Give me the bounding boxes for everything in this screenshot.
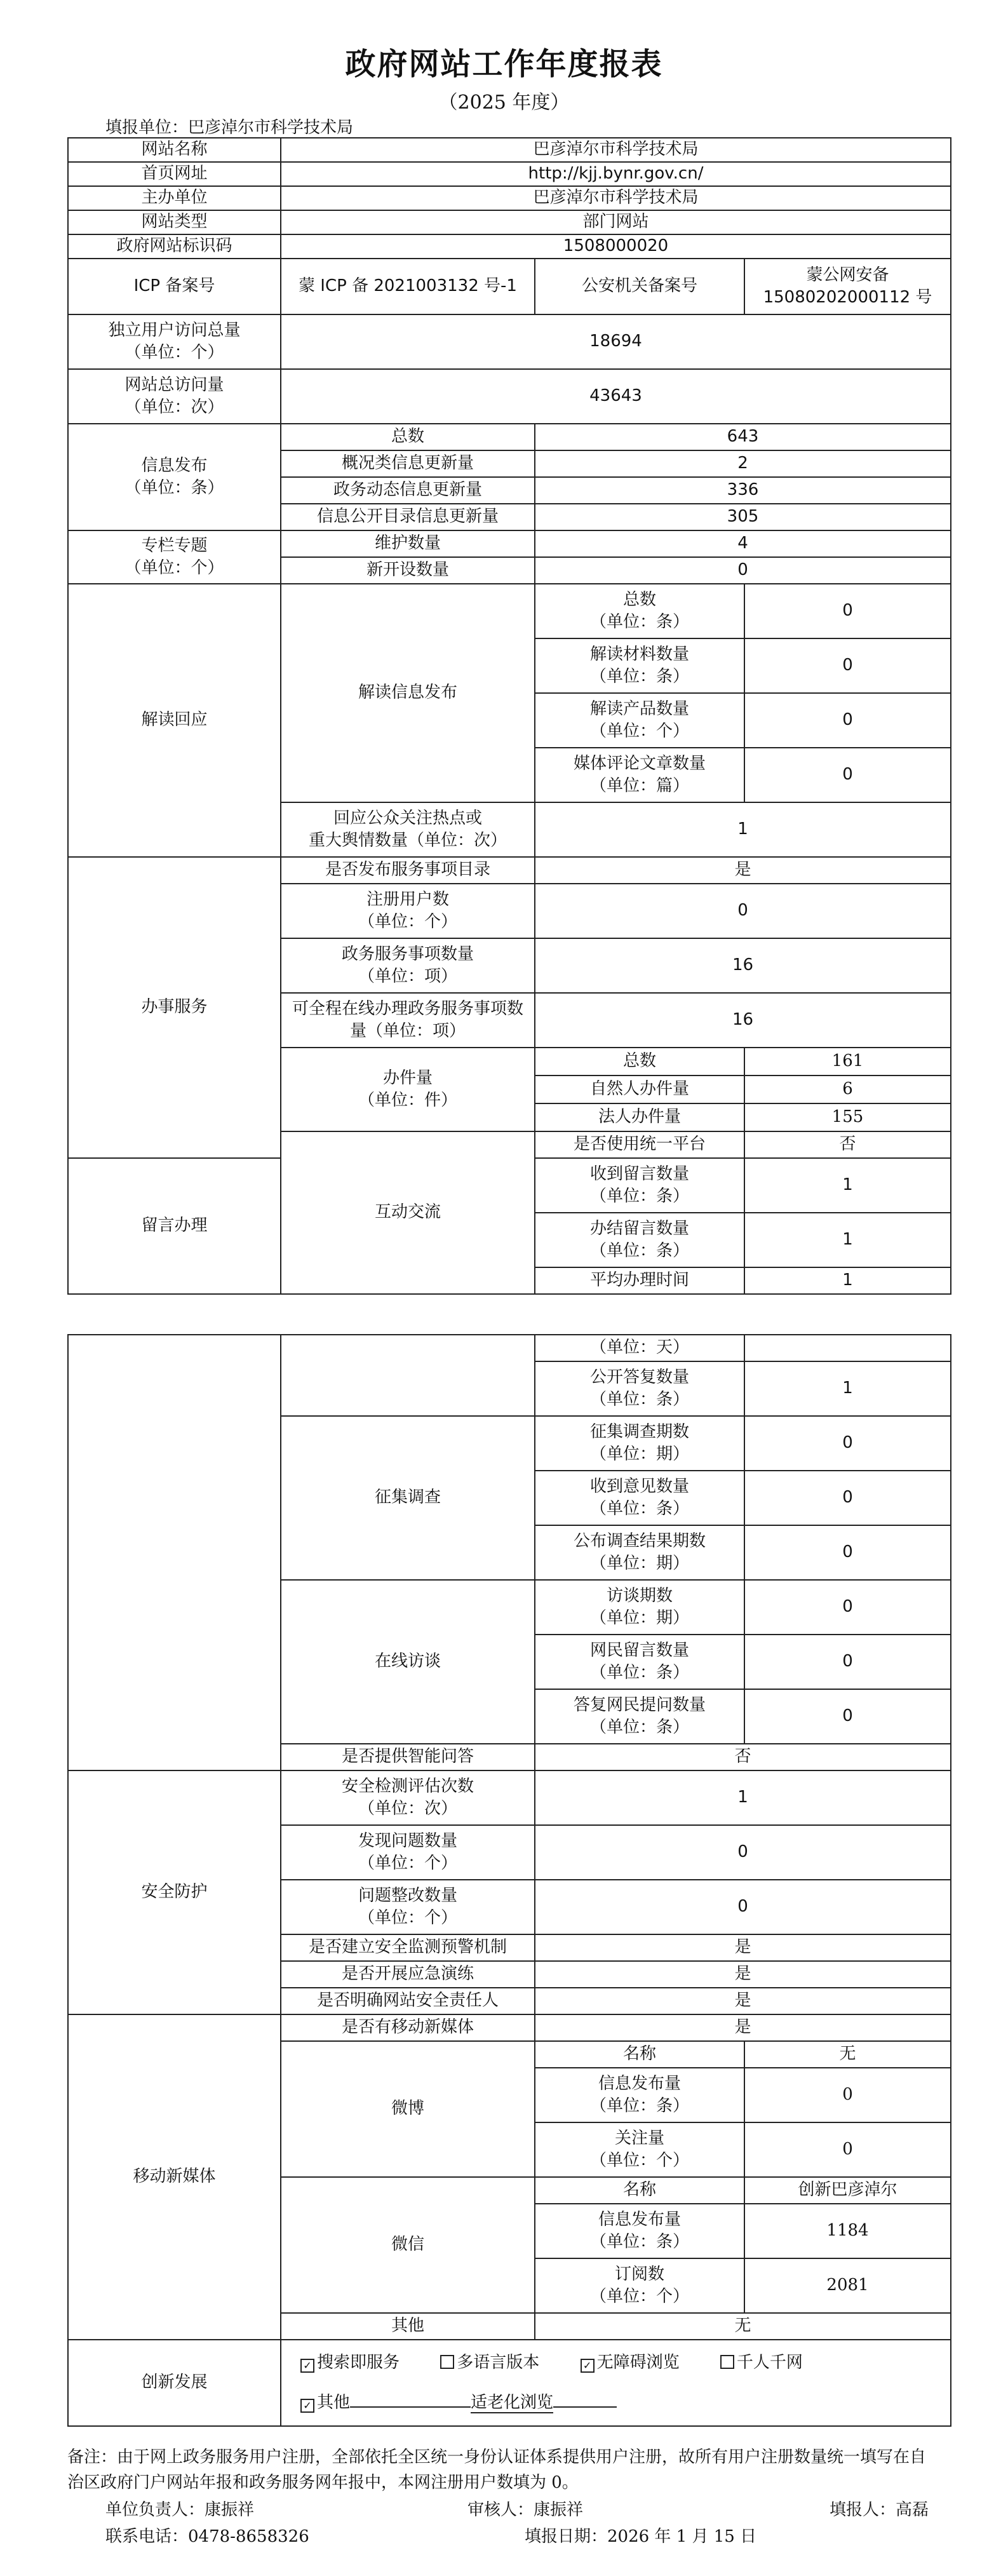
homepage-url: http://kjj.bynr.gov.cn/	[281, 162, 951, 186]
interpret-respond-label: 回应公众关注热点或 重大舆情数量（单位：次）	[281, 802, 535, 857]
wechat-name-value: 创新巴彦淖尔	[744, 2177, 951, 2204]
mobile-media-label: 移动新媒体	[68, 2014, 281, 2340]
sec-owner-value: 是	[535, 1988, 951, 2014]
sec-drill-value: 是	[535, 1961, 951, 1988]
info-dynamic-value: 336	[535, 477, 951, 504]
interpret-label: 解读回应	[68, 584, 281, 857]
interview-periods-label: 访谈期数 （单位：期）	[535, 1580, 744, 1635]
site-name-value: 巴彦淖尔市科学技术局	[281, 138, 951, 162]
innovation-options	[281, 2340, 951, 2426]
homepage-label: 首页网址	[68, 162, 281, 186]
service-items-label: 政务服务事项数量 （单位：项）	[281, 938, 535, 993]
info-publish-label: 信息发布 （单位：条）	[68, 424, 281, 530]
sec-check-label: 安全检测评估次数 （单位：次）	[281, 1770, 535, 1825]
avg-time-unit: （单位：天）	[535, 1335, 744, 1361]
interpret-total-value: 0	[744, 584, 951, 638]
pv-label: 网站总访问量 （单位：次）	[68, 369, 281, 424]
interact-continued-cell	[68, 1335, 281, 1770]
message-handle-label: 留言办理	[68, 1158, 281, 1294]
weibo-name-value: 无	[744, 2041, 951, 2068]
wechat-pub-value: 1184	[744, 2204, 951, 2258]
mobile-has-label: 是否有移动新媒体	[281, 2014, 535, 2041]
service-users-label: 注册用户数 （单位：个）	[281, 884, 535, 938]
special-maintain-value: 4	[535, 530, 951, 557]
opt-accessible[interactable]: ✓ 无障碍浏览	[581, 2352, 680, 2374]
service-label: 办事服务	[68, 857, 281, 1158]
wechat-subs-label: 订阅数 （单位：个）	[535, 2258, 744, 2313]
weibo-pub-label: 信息发布量 （单位：条）	[535, 2068, 744, 2122]
interpret-product-value: 0	[744, 693, 951, 748]
opt-search-service[interactable]: ✓ 搜索即服务	[300, 2352, 400, 2374]
info-overview-label: 概况类信息更新量	[281, 450, 535, 477]
netizen-msg-label: 网民留言数量 （单位：条）	[535, 1635, 744, 1689]
interview-label: 在线访谈	[281, 1580, 535, 1744]
service-online-label: 可全程在线办理政务服务事项数 量（单位：项）	[281, 993, 535, 1048]
report-title: 政府网站工作年度报表	[345, 46, 663, 82]
icp-label: ICP 备案号	[68, 259, 281, 314]
survey-results-label: 公布调查结果期数 （单位：期）	[535, 1525, 744, 1580]
uv-label: 独立用户访问总量 （单位：个）	[68, 314, 281, 369]
answers-value: 0	[744, 1689, 951, 1744]
police-value: 蒙公网安备 15080202000112 号	[744, 259, 951, 314]
interpret-material-value: 0	[744, 638, 951, 693]
sec-monitor-label: 是否建立安全监测预警机制	[281, 1934, 535, 1961]
answers-label: 答复网民提问数量 （单位：条）	[535, 1689, 744, 1744]
avg-time-value: 1	[744, 1267, 951, 1294]
info-catalog-value: 305	[535, 504, 951, 530]
message-handle-continued	[281, 1335, 535, 1416]
fill-date: 填报日期：2026 年 1 月 15 日	[525, 2527, 757, 2546]
sec-owner-label: 是否明确网站安全责任人	[281, 1988, 535, 2014]
info-catalog-label: 信息公开目录信息更新量	[281, 504, 535, 530]
report-table-page1	[67, 137, 951, 1295]
mobile-other-label: 其他	[281, 2313, 535, 2340]
site-code-value: 1508000020	[281, 234, 951, 259]
sec-drill-label: 是否开展应急演练	[281, 1961, 535, 1988]
innovation-label: 创新发展	[68, 2340, 281, 2426]
handle-legal-label: 法人办件量	[535, 1103, 744, 1131]
survey-label: 征集调查	[281, 1416, 535, 1580]
interpret-material-label: 解读材料数量 （单位：条）	[535, 638, 744, 693]
survey-opinions-label: 收到意见数量 （单位：条）	[535, 1471, 744, 1525]
special-new-label: 新开设数量	[281, 557, 535, 584]
special-topic-label: 专栏专题 （单位：个）	[68, 530, 281, 584]
opt-personalized[interactable]: 千人千网	[720, 2352, 803, 2374]
sec-check-value: 1	[535, 1770, 951, 1825]
mobile-has-value: 是	[535, 2014, 951, 2041]
interpret-media-value: 0	[744, 748, 951, 802]
pv-value: 43643	[281, 369, 951, 424]
weibo-pub-value: 0	[744, 2068, 951, 2122]
host-label: 主办单位	[68, 186, 281, 210]
avg-time-unit-value	[744, 1335, 951, 1361]
info-total-value: 643	[535, 424, 951, 450]
checkbox-empty-icon	[720, 2355, 734, 2369]
sec-found-label: 发现问题数量 （单位：个）	[281, 1825, 535, 1880]
interpret-total-label: 总数 （单位：条）	[535, 584, 744, 638]
handle-person-label: 自然人办件量	[535, 1076, 744, 1103]
filler: 填报人：高磊	[830, 2500, 929, 2519]
checkbox-empty-icon	[440, 2355, 454, 2369]
info-overview-value: 2	[535, 450, 951, 477]
survey-results-value: 0	[744, 1525, 951, 1580]
netizen-msg-value: 0	[744, 1635, 951, 1689]
service-handle-label: 办件量 （单位：件）	[281, 1048, 535, 1131]
msg-done-value: 1	[744, 1213, 951, 1267]
msg-received-value: 1	[744, 1158, 951, 1213]
site-code-label: 政府网站标识码	[68, 234, 281, 259]
sec-monitor-value: 是	[535, 1934, 951, 1961]
handle-total-label: 总数	[535, 1048, 744, 1076]
unit-leader: 单位负责人：康振祥	[105, 2500, 255, 2519]
opt-other-value: 适老化浏览	[471, 2393, 554, 2412]
survey-opinions-value: 0	[744, 1471, 951, 1525]
handle-total-value: 161	[744, 1048, 951, 1076]
opt-other[interactable]: ✓ 其他 适老化浏览	[300, 2392, 617, 2414]
host-value: 巴彦淖尔市科学技术局	[281, 186, 951, 210]
reporting-unit: 填报单位：巴彦淖尔市科学技术局	[105, 118, 354, 137]
interact-label: 互动交流	[281, 1131, 535, 1294]
weibo-name-label: 名称	[535, 2041, 744, 2068]
service-catalog-label: 是否发布服务事项目录	[281, 857, 535, 884]
contact-phone: 联系电话：0478-8658326	[105, 2527, 309, 2546]
mobile-other-value: 无	[535, 2313, 951, 2340]
weibo-fans-label: 关注量 （单位：个）	[535, 2122, 744, 2177]
msg-received-label: 收到留言数量 （单位：条）	[535, 1158, 744, 1213]
weibo-fans-value: 0	[744, 2122, 951, 2177]
interview-periods-value: 0	[744, 1580, 951, 1635]
smart-qa-label: 是否提供智能问答	[281, 1744, 535, 1770]
uv-value: 18694	[281, 314, 951, 369]
wechat-subs-value: 2081	[744, 2258, 951, 2313]
public-reply-value: 1	[744, 1361, 951, 1416]
avg-time-label: 平均办理时间	[535, 1267, 744, 1294]
security-label: 安全防护	[68, 1770, 281, 2014]
special-new-value: 0	[535, 557, 951, 584]
reviewer: 审核人：康振祥	[467, 2500, 584, 2519]
service-online-value: 16	[535, 993, 951, 1048]
service-users-value: 0	[535, 884, 951, 938]
checkbox-checked-icon: ✓	[300, 2359, 314, 2373]
checkbox-checked-icon: ✓	[581, 2359, 595, 2373]
interpret-product-label: 解读产品数量 （单位：个）	[535, 693, 744, 748]
site-name-label: 网站名称	[68, 138, 281, 162]
interpret-publish-label: 解读信息发布	[281, 584, 535, 802]
remark-note: 备注：由于网上政务服务用户注册，全部依托全区统一身份认证体系提供用户注册，故所有用户注册数量统一填写在自 治区政府门户网站年报和政务服务网年报中，本网注册用户数填为 0。	[67, 2448, 927, 2492]
survey-periods-label: 征集调查期数 （单位：期）	[535, 1416, 744, 1471]
handle-person-value: 6	[744, 1076, 951, 1103]
interpret-respond-value: 1	[535, 802, 951, 857]
info-total-label: 总数	[281, 424, 535, 450]
handle-legal-value: 155	[744, 1103, 951, 1131]
survey-periods-value: 0	[744, 1416, 951, 1471]
interpret-media-label: 媒体评论文章数量 （单位：篇）	[535, 748, 744, 802]
sec-found-value: 0	[535, 1825, 951, 1880]
special-maintain-label: 维护数量	[281, 530, 535, 557]
info-dynamic-label: 政务动态信息更新量	[281, 477, 535, 504]
weibo-label: 微博	[281, 2041, 535, 2177]
platform-value: 否	[744, 1131, 951, 1158]
icp-value: 蒙 ICP 备 2021003132 号-1	[281, 259, 535, 314]
service-items-value: 16	[535, 938, 951, 993]
wechat-label: 微信	[281, 2177, 535, 2313]
report-table-page2	[67, 1334, 951, 2427]
opt-multilang[interactable]: 多语言版本	[440, 2352, 539, 2374]
police-label: 公安机关备案号	[535, 259, 744, 314]
public-reply-label: 公开答复数量 （单位：条）	[535, 1361, 744, 1416]
checkbox-checked-icon: ✓	[300, 2399, 314, 2413]
site-type-label: 网站类型	[68, 210, 281, 234]
sec-fixed-label: 问题整改数量 （单位：个）	[281, 1880, 535, 1934]
service-catalog-value: 是	[535, 857, 951, 884]
wechat-name-label: 名称	[535, 2177, 744, 2204]
report-year: （2025 年度）	[438, 91, 570, 114]
platform-label: 是否使用统一平台	[535, 1131, 744, 1158]
smart-qa-value: 否	[535, 1744, 951, 1770]
site-type-value: 部门网站	[281, 210, 951, 234]
sec-fixed-value: 0	[535, 1880, 951, 1934]
msg-done-label: 办结留言数量 （单位：条）	[535, 1213, 744, 1267]
wechat-pub-label: 信息发布量 （单位：条）	[535, 2204, 744, 2258]
